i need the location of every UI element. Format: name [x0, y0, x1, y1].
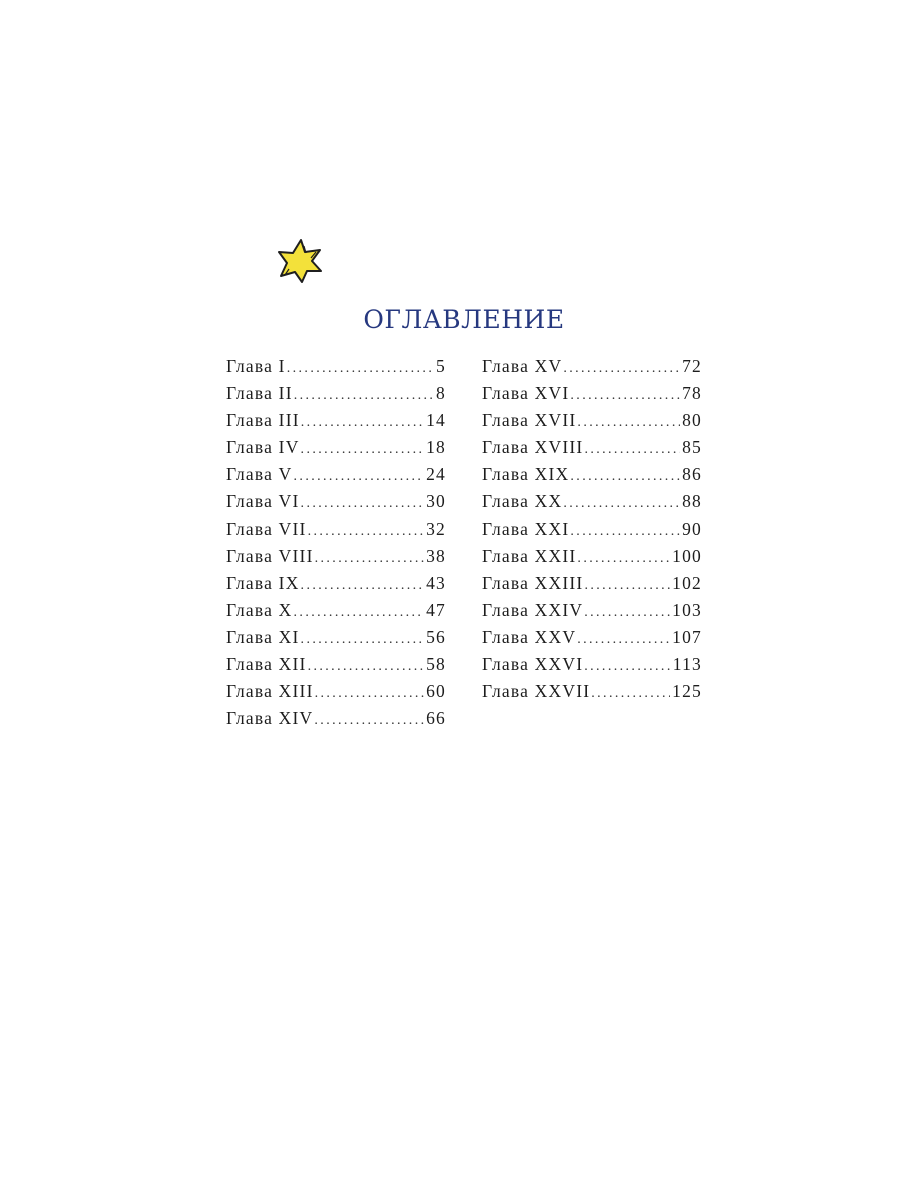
toc-entry[interactable] — [226, 491, 446, 518]
toc-entry[interactable] — [226, 681, 446, 708]
dot-leader — [577, 632, 670, 648]
page-number: 32 — [426, 518, 446, 539]
toc-entry[interactable] — [482, 546, 702, 573]
page-number: 30 — [426, 491, 446, 512]
chapter-label: Глава XXIII — [482, 572, 584, 593]
chapter-label: Глава XVI — [482, 383, 570, 404]
page-number: 47 — [426, 599, 446, 620]
chapter-label: Глава XV — [482, 356, 563, 376]
page-number: 58 — [426, 654, 446, 675]
chapter-label: Глава XIII — [226, 681, 314, 702]
toc-entry[interactable] — [482, 464, 702, 491]
page-number: 90 — [682, 518, 702, 539]
toc-entry[interactable] — [482, 600, 702, 627]
page-number: 113 — [672, 654, 702, 675]
dot-leader — [584, 442, 680, 458]
toc-entry[interactable] — [482, 573, 702, 600]
page-number: 8 — [436, 383, 446, 404]
dot-leader — [308, 524, 425, 540]
dot-leader — [294, 605, 425, 621]
toc-entry[interactable] — [482, 410, 702, 437]
page-title: ОГЛАВЛЕНИЕ — [363, 305, 565, 334]
toc-entry[interactable] — [482, 519, 702, 546]
page-number: 14 — [426, 410, 446, 431]
chapter-label: Глава XIV — [226, 708, 314, 729]
dot-leader — [294, 469, 425, 485]
page-number: 85 — [682, 437, 702, 458]
dot-leader — [570, 524, 680, 540]
chapter-label: Глава XVII — [482, 410, 577, 431]
dot-leader — [314, 713, 424, 729]
chapter-label: Глава II — [226, 383, 293, 404]
toc-entry[interactable] — [482, 356, 702, 383]
toc-entry[interactable] — [482, 654, 702, 681]
dot-leader — [301, 632, 425, 648]
page-number: 125 — [672, 681, 702, 702]
chapter-label: Глава III — [226, 410, 300, 431]
page-number: 38 — [426, 545, 446, 566]
page-number: 72 — [682, 356, 702, 376]
chapter-label: Глава V — [226, 464, 293, 485]
chapter-label: Глава XII — [226, 654, 307, 675]
dot-leader — [577, 551, 670, 567]
dot-leader — [294, 388, 434, 404]
dot-leader — [287, 361, 434, 377]
page-number: 5 — [436, 356, 446, 376]
page-number: 56 — [426, 626, 446, 647]
page-number: 80 — [682, 410, 702, 431]
chapter-label: Глава XXV — [482, 626, 577, 647]
page-number: 66 — [426, 708, 446, 729]
page-number: 107 — [672, 626, 702, 647]
chapter-label: Глава IV — [226, 437, 300, 458]
toc-entry[interactable] — [226, 600, 446, 627]
page-number: 88 — [682, 491, 702, 512]
chapter-label: Глава XVIII — [482, 437, 584, 458]
chapter-label: Глава X — [226, 599, 293, 620]
toc-entry[interactable] — [482, 681, 702, 708]
dot-leader — [563, 361, 680, 377]
toc-entry[interactable] — [482, 491, 702, 518]
chapter-label: Глава XIX — [482, 464, 570, 485]
dot-leader — [584, 605, 670, 621]
toc-entry[interactable] — [482, 383, 702, 410]
dot-leader — [563, 496, 680, 512]
dot-leader — [308, 659, 425, 675]
chapter-label: Глава XXVII — [482, 681, 591, 702]
toc-entry[interactable] — [226, 410, 446, 437]
toc-entry[interactable] — [482, 437, 702, 464]
chapter-label: Глава IX — [226, 572, 300, 593]
page-number: 18 — [426, 437, 446, 458]
chapter-label: Глава XI — [226, 626, 300, 647]
page-number: 24 — [426, 464, 446, 485]
toc-entry[interactable] — [226, 519, 446, 546]
dot-leader — [570, 469, 680, 485]
page-number: 102 — [672, 572, 702, 593]
page-number: 103 — [672, 599, 702, 620]
chapter-label: Глава XX — [482, 491, 563, 512]
toc-right-column — [482, 356, 702, 708]
page-number: 100 — [672, 545, 702, 566]
toc-entry[interactable] — [226, 708, 446, 735]
dot-leader — [584, 578, 670, 594]
toc-entry[interactable] — [226, 546, 446, 573]
dot-leader — [584, 659, 671, 675]
toc-entry[interactable] — [226, 437, 446, 464]
chapter-label: Глава VIII — [226, 545, 314, 566]
page-number: 43 — [426, 572, 446, 593]
toc-entry[interactable] — [482, 627, 702, 654]
chapter-label: Глава XXIV — [482, 599, 584, 620]
chapter-label: Глава VII — [226, 518, 307, 539]
page-number: 86 — [682, 464, 702, 485]
dot-leader — [301, 442, 425, 458]
dot-leader — [315, 551, 424, 567]
page-number: 78 — [682, 383, 702, 404]
chapter-label: Глава XXI — [482, 518, 570, 539]
dot-leader — [301, 578, 425, 594]
chapter-label: Глава XXVI — [482, 654, 584, 675]
dot-leader — [570, 388, 680, 404]
dot-leader — [577, 415, 680, 431]
dot-leader — [301, 415, 424, 431]
chapter-label: Глава XXII — [482, 545, 577, 566]
page-number: 60 — [426, 681, 446, 702]
chapter-label: Глава VI — [226, 491, 300, 512]
toc-entry[interactable] — [226, 383, 446, 410]
dot-leader — [301, 496, 425, 512]
chapter-label: Глава I — [226, 356, 286, 376]
dot-leader — [591, 686, 670, 702]
yellow-star-icon — [276, 238, 324, 284]
toc-entry[interactable] — [226, 573, 446, 600]
toc-left-column — [226, 356, 446, 735]
toc-entry[interactable] — [226, 654, 446, 681]
toc-entry[interactable] — [226, 356, 446, 383]
dot-leader — [315, 686, 424, 702]
toc-entry[interactable] — [226, 627, 446, 654]
toc-entry[interactable] — [226, 464, 446, 491]
